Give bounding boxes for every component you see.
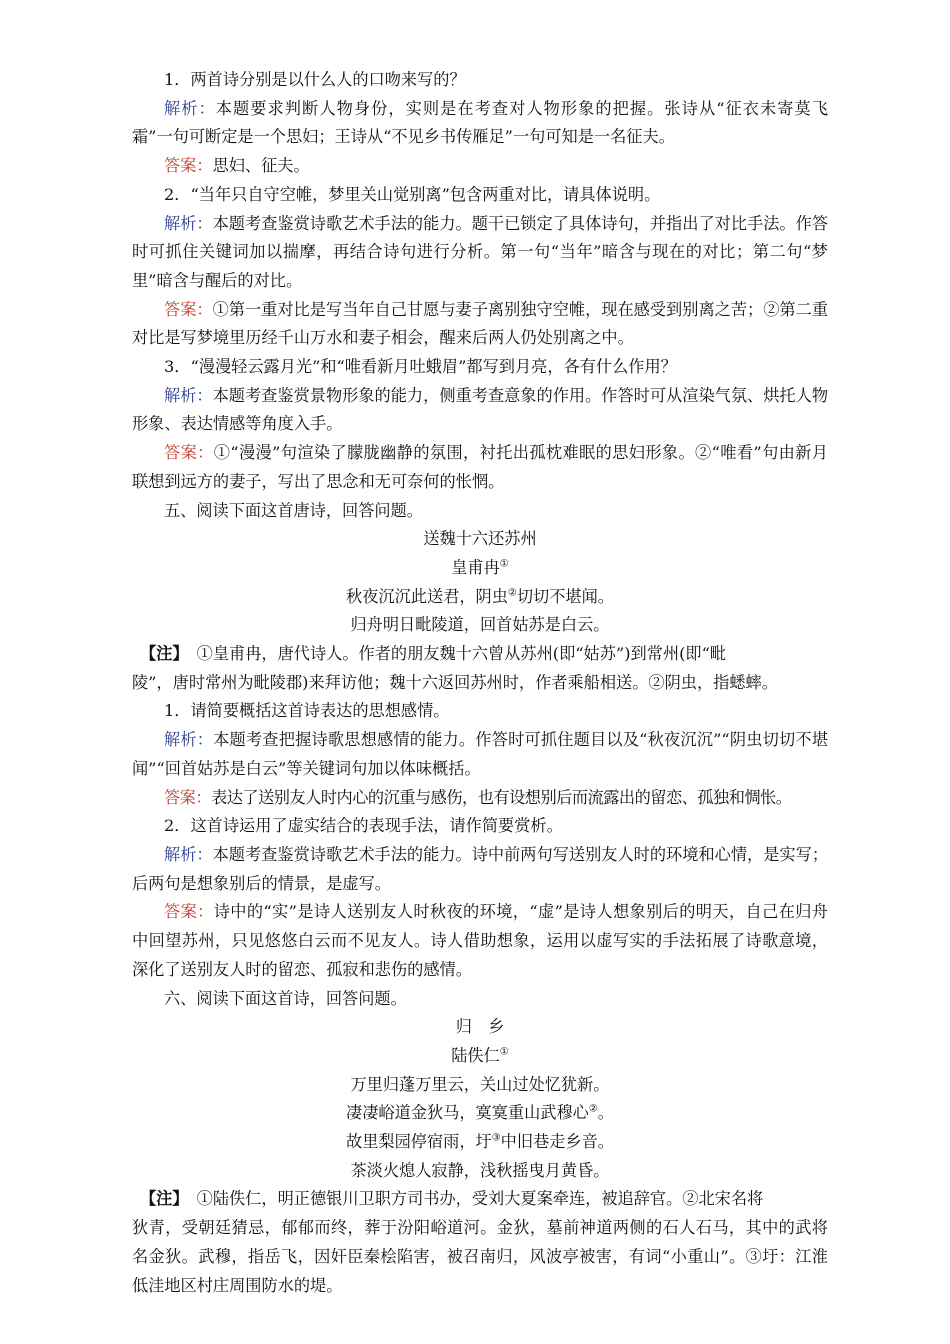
poem-2-note-cont: 狄青，受朝廷猜忌，郁郁而终，葬于汾阳峪道河。金狄，墓前神道两侧的石人石马，其中的武将名金狄。武穆，指岳飞，因奸臣秦桧陷害，被召南归，风波亭被害，有词“小重山”。③圩：江淮低洼地区村庄周围防水的堤。 xyxy=(132,1218,828,1295)
author-name: 皇甫冉 xyxy=(451,557,500,577)
poem-text: 中旧巷走乡音。 xyxy=(500,1132,614,1152)
poem-text: 秋夜沉沉此送君，阴虫 xyxy=(346,586,508,606)
answer-label: 答案： xyxy=(164,156,213,176)
answer-text: ①“漫漫”句渲染了朦胧幽静的氛围，衬托出孤枕难眠的思妇形象。②“唯看”句由新月联想到远方的妻子，写出了思念和无可奈何的怅惘。 xyxy=(132,443,828,491)
analysis-4-2 xyxy=(132,210,828,296)
analysis-4-1 xyxy=(132,95,828,152)
answer-label: 答案： xyxy=(164,902,214,922)
note-label: 【注】 xyxy=(140,644,181,664)
analysis-4-3 xyxy=(132,382,828,439)
poem-2-title: 归 乡 xyxy=(455,1017,505,1037)
answer-text: 表达了送别友人时内心的沉重与感伤，也有设想别后而流露出的留恋、孤独和惆怅。 xyxy=(211,787,792,807)
document-page xyxy=(132,66,828,1300)
answer-5-2 xyxy=(132,898,828,984)
poem-text: 。 xyxy=(597,1103,614,1123)
footnote-mark: ① xyxy=(499,1046,509,1058)
question-4-3: 3．“漫漫轻云露月光”和“唯看新月吐蛾眉”都写到月亮，各有什么作用？ xyxy=(164,357,677,377)
question-4-2: 2．“当年只自守空帷，梦里关山觉别离”包含两重对比，请具体说明。 xyxy=(164,184,661,204)
poem-text: 故里梨园停宿雨，圩 xyxy=(346,1132,492,1152)
analysis-label: 解析： xyxy=(164,385,213,405)
analysis-label: 解析： xyxy=(164,98,216,118)
question-5-2: 2．这首诗运用了虚实结合的表现手法，请作简要赏析。 xyxy=(164,816,563,836)
note-text: ①皇甫冉，唐代诗人。作者的朋友魏十六曾从苏州(即“姑苏”)到常州(即“毗 xyxy=(180,644,727,664)
question-5-1: 1．请简要概括这首诗表达的思想感情。 xyxy=(164,701,450,721)
analysis-5-2 xyxy=(132,841,828,898)
poem-2-line-1: 万里归蓬万里云，关山过处忆犹新。 xyxy=(350,1074,610,1094)
analysis-label: 解析： xyxy=(164,844,213,864)
footnote-mark: ② xyxy=(507,587,517,599)
question-4-1: 1．两首诗分别是以什么人的口吻来写的？ xyxy=(164,70,466,89)
analysis-text: 本题考查鉴赏景物形象的能力，侧重考查意象的作用。作答时可从渲染气氛、烘托人物形象、表达情感等角度入手。 xyxy=(132,385,829,434)
poem-2-line-3 xyxy=(132,1128,828,1157)
poem-1-title: 送魏十六还苏州 xyxy=(423,529,537,549)
poem-1-author xyxy=(132,554,828,583)
analysis-text: 本题考查把握诗歌思想感情的能力。作答时可抓住题目以及“秋夜沉沉”“阴虫切切不堪闻”“回首姑苏是白云”等关键词句加以体味概括。 xyxy=(132,730,829,778)
poem-1-note xyxy=(132,640,828,669)
footnote-mark: ③ xyxy=(491,1132,501,1144)
answer-text: ①第一重对比是写当年自己甘愿与妻子离别独守空帷，现在感受到别离之苦；②第二重对比是写梦境里历经千山万水和妻子相会，醒来后两人仍处别离之中。 xyxy=(132,299,829,348)
section-6-heading: 六、阅读下面这首诗，回答问题。 xyxy=(164,988,407,1008)
answer-label: 答案： xyxy=(164,299,213,319)
poem-text: 切切不堪闻。 xyxy=(516,586,614,606)
note-label: 【注】 xyxy=(140,1189,181,1209)
answer-4-3 xyxy=(132,439,828,496)
answer-text: 诗中的“实”是诗人送别友人时秋夜的环境，“虚”是诗人想象别后的明天，自己在归舟中回望苏州，只见悠悠白云而不见友人。诗人借助想象，运用以虚写实的手法拓展了诗歌意境，深化了送别友人时的留恋、孤寂和悲伤的感情。 xyxy=(132,902,828,979)
note-text: ①陆佚仁，明正德银川卫职方司书办，受刘大夏案牵连，被追辞官。②北宋名将 xyxy=(180,1189,764,1209)
poem-1-line-2: 归舟明日毗陵道，回首姑苏是白云。 xyxy=(350,615,610,635)
poem-2-author xyxy=(132,1042,828,1071)
answer-text: 思妇、征夫。 xyxy=(212,156,310,176)
section-5-heading: 五、阅读下面这首唐诗，回答问题。 xyxy=(164,500,423,520)
analysis-text: 本题考查鉴赏诗歌艺术手法的能力。题干已锁定了具体诗句，并指出了对比手法。作答时可抓住关键词加以揣摩，再结合诗句进行分析。第一句“当年”暗含与现在的对比；第二句“梦里”暗含与醒后的对比。 xyxy=(132,213,829,290)
analysis-5-1 xyxy=(132,726,828,783)
analysis-label: 解析： xyxy=(164,730,214,750)
answer-4-2 xyxy=(132,296,828,353)
poem-2-note xyxy=(132,1185,828,1214)
analysis-text: 本题考查鉴赏诗歌艺术手法的能力。诗中前两句写送别友人时的环境和心情，是实写；后两句是想象别后的情景，是虚写。 xyxy=(132,844,829,893)
analysis-label: 解析： xyxy=(164,213,213,233)
footnote-mark: ① xyxy=(499,558,509,570)
answer-4-1 xyxy=(132,152,828,181)
author-name: 陆佚仁 xyxy=(451,1045,500,1065)
footnote-mark: ② xyxy=(588,1103,598,1115)
answer-label: 答案： xyxy=(164,443,214,463)
answer-5-1 xyxy=(132,784,828,813)
answer-label: 答案： xyxy=(164,787,212,807)
poem-1-line-1 xyxy=(132,583,828,612)
poem-2-line-2 xyxy=(132,1099,828,1128)
poem-2-line-4: 茶淡火熄人寂静，浅秋摇曳月黄昏。 xyxy=(350,1160,610,1180)
analysis-text: 本题要求判断人物身份，实则是在考查对人物形象的把握。张诗从“征衣未寄莫飞霜”一句可断定是一个思妇；王诗从“不见乡书传雁足”一句可知是一名征夫。 xyxy=(132,98,829,147)
poem-1-note-cont: 陵”，唐时常州为毗陵郡)来拜访他；魏十六返回苏州时，作者乘船相送。②阴虫，指蟋蟀。 xyxy=(132,672,778,692)
poem-text: 凄凄峪道金狄马，寞寞重山武穆心 xyxy=(346,1103,589,1123)
